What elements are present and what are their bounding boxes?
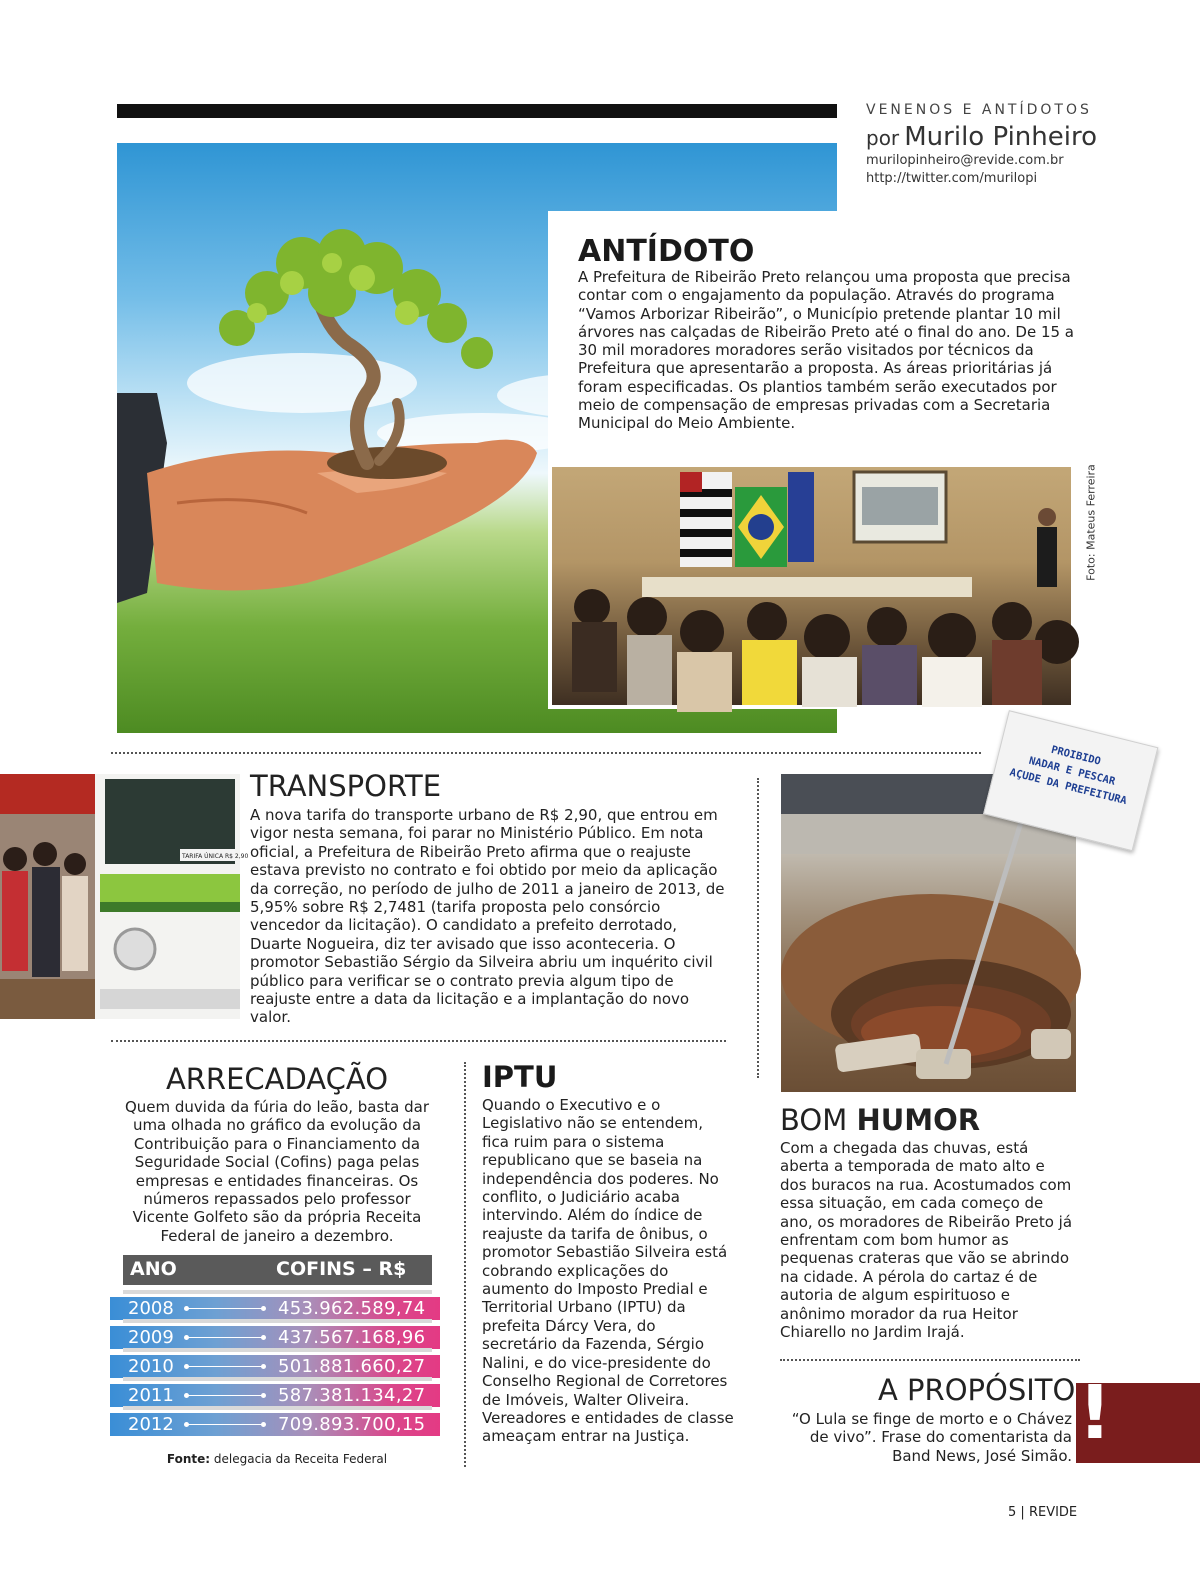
page-footer	[1008, 1505, 1077, 1520]
table-row	[110, 1326, 440, 1349]
section-label: VENENOS E ANTÍDOTOS	[866, 102, 1092, 118]
divider	[111, 752, 981, 754]
footer-separator: |	[1020, 1505, 1025, 1520]
row-value: 453.962.589,74	[278, 1298, 426, 1319]
source-text: delegacia da Receita Federal	[210, 1452, 388, 1466]
row-connector	[187, 1424, 263, 1425]
bom-humor-heading-bold: HUMOR	[856, 1103, 981, 1137]
row-value: 501.881.660,27	[278, 1356, 426, 1377]
divider	[780, 1359, 1080, 1361]
iptu-heading: IPTU	[482, 1060, 558, 1094]
antidoto-body: A Prefeitura de Ribeirão Preto relançou uma proposta que precisa contar com o engajamento da população. Através do programa “Vamos Arborizar Ribeirão”, o Município pretende plantar 10 mil árvores nas calçadas de Ribeirão Preto até o final do ano. De 15 a 30 mil moradores moradores serão visitados por técnicos da Prefeitura que apresentarão a proposta. As áreas prioritárias já foram especificadas. Os plantios também serão executados por meio de compensação de empresas privadas com a Secretaria Municipal do Meio Ambiente.	[578, 268, 1074, 433]
byline-prefix: por	[866, 126, 900, 150]
arrecadacao-heading: ARRECADAÇÃO	[165, 1062, 389, 1096]
bus-fare-sign: TARIFA ÚNICA R$ 2,90	[182, 853, 249, 860]
row-shadow	[123, 1290, 432, 1294]
byline	[866, 122, 1097, 152]
bom-humor-body: Com a chegada das chuvas, está aberta a temporada de mato alto e dos buracos na rua. Acostumados com essa situação, em cada começo de ano, os moradores de Ribeirão Preto já enfrentam com bom humor as pequenas crateras que vão se abrindo na cidade. A pérola do cartaz é de autoria de algum espirituoso e anônimo morador da rua Heitor Chiarello no Jardim Irajá.	[780, 1139, 1073, 1342]
photo-credit-text: Foto: Mateus Ferreira	[1084, 464, 1098, 581]
row-connector	[187, 1308, 263, 1309]
iptu-body: Quando o Executivo e o Legislativo não se entendem, fica ruim para o sistema republicano que se baseia na independência dos poderes. No conflito, o Judiciário acaba intervindo. Além do índice de reajuste da tarifa de ônibus, o promotor Sebastião Silveira está cobrando explicações do aumento do Imposto Predial e Territorial Urbano (IPTU) da prefeita Dárcy Vera, do secretário da Fazenda, Sérgio Nalini, e do vice-presidente do Conselho Regional de Corretores de Imóveis, Walter Oliveira. Vereadores e entidades de classe ameaçam entrar na Justiça.	[482, 1096, 734, 1446]
exclamation-icon: !	[1078, 1370, 1112, 1456]
a-proposito-heading: A PROPÓSITO	[878, 1373, 1076, 1407]
row-connector	[187, 1395, 263, 1396]
bom-humor-heading-light: BOM	[780, 1103, 857, 1137]
row-year: 2008	[128, 1298, 174, 1319]
column-divider	[464, 1062, 466, 1467]
transporte-body: A nova tarifa do transporte urbano de R$ 2,90, que entrou em vigor nesta semana, foi parar no Ministério Público. Em nota oficial, a Prefeitura de Ribeirão Preto afirma que o reajuste estava previsto no contrato e foi obtido por meio da aplicação da correção, no período de julho de 2011 a janeiro de 2013, de 5,95% sobre R$ 2,7481 (tarifa proposta pelo consórcio vencedor da licitação). O candidato a prefeito derrotado, Duarte Nogueira, diz ter avisado que isso aconteceria. O promotor Sebastião Sérgio da Silveira abriu um inquérito civil público para verificar se o contrato previa algum tipo de reajuste entre a data da licitação e a implantação do novo valor.	[250, 806, 725, 1027]
row-year: 2011	[128, 1385, 174, 1406]
column-header-year: ANO	[130, 1258, 177, 1280]
row-year: 2010	[128, 1356, 174, 1377]
column-header-cofins: COFINS – R$	[276, 1258, 407, 1280]
row-value: 709.893.700,15	[278, 1414, 426, 1435]
row-shadow	[123, 1348, 432, 1352]
arrecadacao-body: Quem duvida da fúria do leão, basta dar uma olhada no gráfico da evolução da Contribuição para o Financiamento da Seguridade Social (Cofins) paga pelas empresas e entidades financeiras. Os números repassados pelo professor Vicente Golfeto são da própria Receita Federal de janeiro a dezembro.	[124, 1098, 430, 1245]
meeting-photo	[552, 467, 1071, 705]
row-shadow	[123, 1319, 432, 1323]
author-contact	[866, 152, 1064, 188]
sign-text: PROIBIDO NADAR E PESCAR AÇUDE DA PREFEITURA	[1008, 743, 1128, 808]
page-number: 5	[1008, 1505, 1017, 1520]
bus-photo	[0, 774, 249, 1019]
bus-scene	[0, 774, 249, 1019]
magazine-name: REVIDE	[1028, 1505, 1078, 1520]
table-row	[110, 1384, 440, 1407]
meeting-scene	[552, 467, 1071, 705]
table-row	[110, 1413, 440, 1436]
row-shadow	[123, 1406, 432, 1410]
row-connector	[187, 1366, 263, 1367]
cofins-table-header	[123, 1255, 432, 1285]
row-year: 2012	[128, 1414, 174, 1435]
a-proposito-quote: “O Lula se finge de morto e o Chávez de vivo”. Frase do comentarista da Band News, José Simão.	[791, 1410, 1072, 1465]
transporte-heading: TRANSPORTE	[250, 769, 442, 803]
author-twitter[interactable]: http://twitter.com/murilopi	[866, 171, 1038, 186]
row-connector	[187, 1337, 263, 1338]
source-label: Fonte:	[166, 1452, 211, 1466]
bom-humor-heading	[780, 1103, 980, 1137]
column-divider	[757, 778, 759, 1078]
row-value: 587.381.134,27	[278, 1385, 426, 1406]
header-rule	[117, 104, 837, 118]
photo-credit	[1082, 466, 1096, 584]
row-value: 437.567.168,96	[278, 1327, 426, 1348]
divider	[111, 1040, 726, 1042]
row-year: 2009	[128, 1327, 174, 1348]
author-email[interactable]: murilopinheiro@revide.com.br	[866, 153, 1064, 168]
author-name: Murilo Pinheiro	[904, 122, 1098, 152]
table-row	[110, 1355, 440, 1378]
row-shadow	[123, 1377, 432, 1381]
table-row	[110, 1297, 440, 1320]
antidoto-heading: ANTÍDOTO	[578, 234, 755, 269]
table-source	[117, 1452, 437, 1466]
